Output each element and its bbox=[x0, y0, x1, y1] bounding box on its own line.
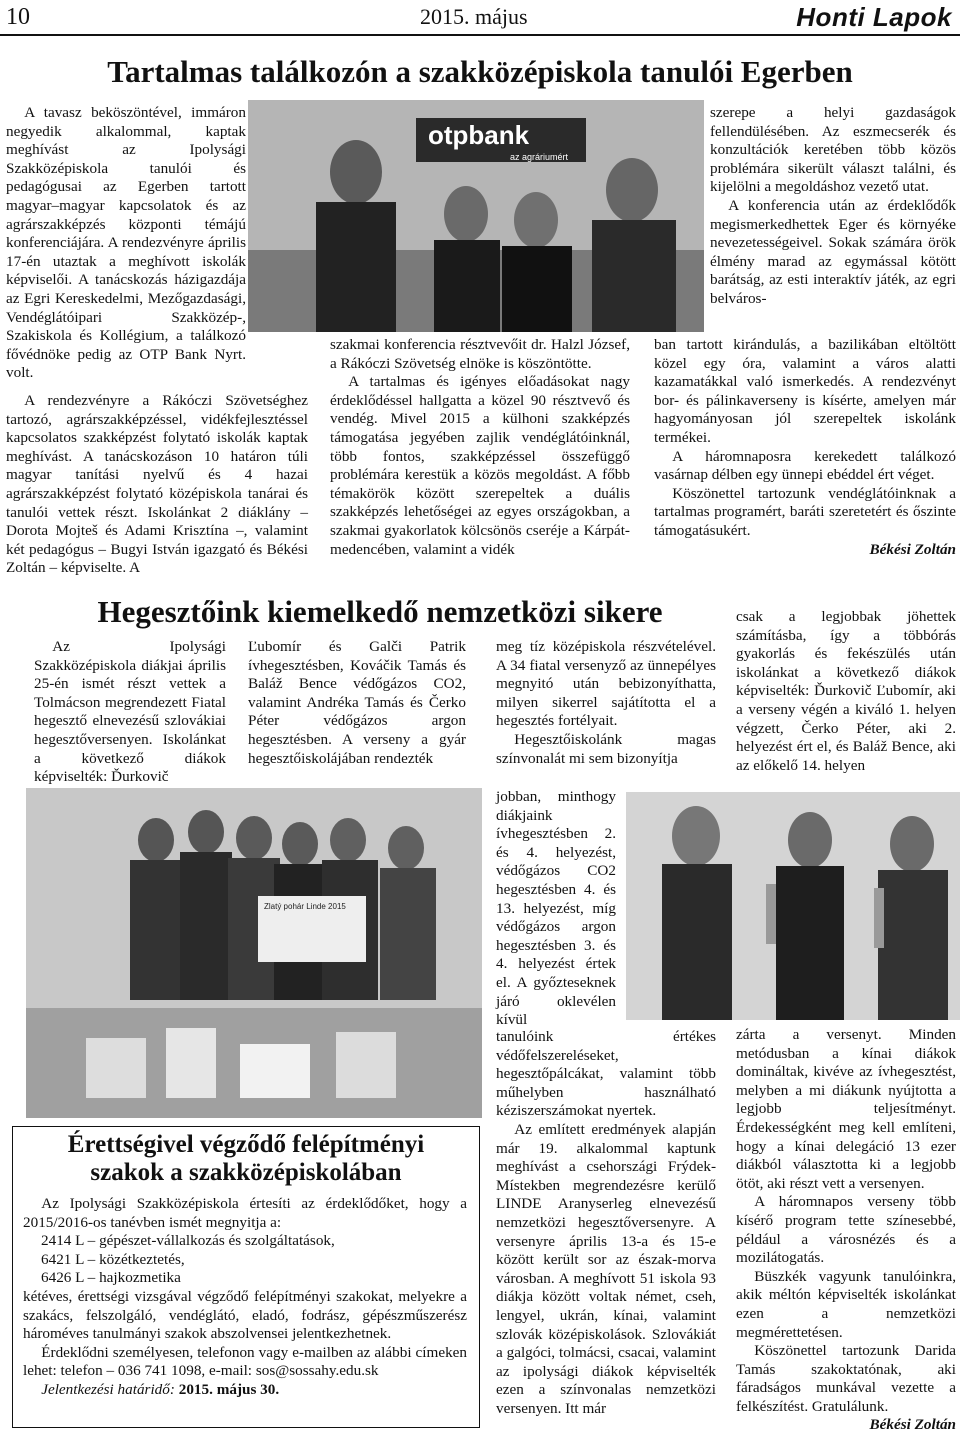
box-course-item: 6421 L – közétkeztetés, bbox=[41, 1250, 185, 1268]
article1-col3-para4: Köszönettel tartozunk vendéglátóinknak a tartalmas programért, baráti szeretetért és őszinte támogatásukért. bbox=[654, 484, 956, 539]
article2-col3-para3: Az említett eredmények alapján már 19. alkalommal kaptunk meghívást a csehországi Frýdek-Místekben megrendezésre kerülő LINDE Aranyserleg elnevezésű nemzetközi hegesztőversenyre. A versenyre április 13-a és 15-e között került sor az észak-morva városban. A meghívott 51 iskola 93 diákja között voltak német, cseh, lengyel, ukrán, kínai, valamint szlovák középiskolások. Szlovákiát a galgóci, tolmácsi, csacai, valamint az ipolysági diákok képviselték ezen a színvonalas nemzetközi versenyen. Itt már bbox=[496, 1120, 716, 1417]
box-contact: Érdeklődni személyesen, telefonon vagy e-mailben az alábbi címeken lehet: telefon – 036 741 1098, e-mail: sos@sossahy.edu.sk bbox=[23, 1343, 467, 1380]
article2-col4-top: csak a legjobbak jöhettek számításba, így a többórás gyakorlás és fekészülés után iskolánkat a következő diákok képviselték: Ďurkovič Ľubomír, aki a verseny végén a kiváló 1. helyen végzett, Čerko Péter, aki 2. helyezést ért el, és Baláž Bence, aki az előkelő 14. helyen bbox=[736, 608, 956, 774]
box-title-line2: szakok a szakközépiskolában bbox=[90, 1159, 402, 1186]
article1-col3-para2a: A konferencia után az érdeklődők megismerkedhettek Eger és környéke nevezetességeivel. Sokak számára örök élmény marad az egymással kötött barátság, az esti interaktív játék, az egri belváros- bbox=[710, 196, 956, 307]
box-deadline bbox=[23, 1381, 467, 1400]
article2-col4-para2: A háromnapos verseny több kísérő program tette színesebbé, például a városnézés és a mozilátogatás. bbox=[736, 1193, 956, 1267]
trophy-sign: Zlatý pohár Linde 2015 bbox=[264, 902, 346, 911]
article2-title: Hegesztőink kiemelkedő nemzetközi sikere bbox=[97, 594, 663, 629]
otp-bank-logo: otpbank bbox=[428, 120, 530, 150]
box-title bbox=[13, 1131, 479, 1187]
article1-col3-para3: A háromnaposra kerekedett találkozó vasárnap délben egy ünnepi ebéddel ért véget. bbox=[654, 447, 956, 484]
article1-col3-para2b: ban tartott kirándulás, a bazilikában eltöltött közel egy óra, valamint a város alatti kazamatákkal való ismerkedés. A rendezvényt bor- és pálinkaverseny is kísérte, amelyen már hagyományosan jól szerepeltek iskolánk termékei. bbox=[654, 336, 956, 446]
article1-col2-para2: A tartalmas és igényes előadásokat nagy érdeklődéssel hallgatta a közel 90 résztvevő és vendég. Mivel 2015 a külhoni szakképzés támogatása jegyében zajlik vendéglátóinknál, több fontos, szakképzéssel összefüggő problémára kerestük a közös megoldást. A főbb témakörök között szerepeltek a duális szakképzés lehetőségei az egyes országokban, a szakmai gyakorlatok kölcsönös cseréje a Kárpát-medencében, valamint a vidék bbox=[330, 373, 630, 558]
welding-team-photo bbox=[26, 788, 482, 1118]
article1-title: Tartalmas találkozón a szakközépiskola tanulói Egerben bbox=[107, 54, 853, 89]
article2-col2: Ľubomír és Galči Patrik ívhegesztésben, Kováčik Tamás és Baláž Bence védőgázos CO2, valamint Andréka Tamás és Čerko Péter védőgázos argon hegesztésben. A verseny a gyár hegesztőiskolájában rendezték bbox=[248, 638, 466, 767]
article2-col4-bottom: zárta a versenyt. Minden metódusban a kínai diákok domináltak, kivéve az ívhegesztést, melyben a mi diákunk nyújtotta a legjobb teljesítményt. Érdekességként meg kell említeni, hogy a kínai delegáció 13 ezer diákból választotta ki a legjobb ötöt, aki részt vett a versenyen. bbox=[736, 1026, 956, 1192]
box-course-item: 6426 L – hajkozmetika bbox=[41, 1269, 181, 1287]
box-course-item: 2414 L – gépészet-vállalkozás és szolgáltatások, bbox=[41, 1232, 335, 1250]
info-box bbox=[12, 1126, 480, 1428]
box-course-list bbox=[23, 1232, 467, 1288]
box-deadline-value: 2015. május 30. bbox=[178, 1380, 280, 1398]
winners-photo bbox=[626, 792, 960, 1020]
article2-col3-bottom: tanulóink értékes védőfelszereléseket, hegesztőpálcákat, valamint több műhelyben használható kéziszerszámokat nyertek. bbox=[496, 1028, 716, 1120]
issue-date: 2015. május bbox=[420, 4, 528, 29]
magazine-title: Honti Lapok bbox=[796, 2, 952, 32]
article1-signature: Békési Zoltán bbox=[869, 540, 956, 558]
box-intro: Az Ipolysági Szakközépiskola értesíti az érdeklődőket, hogy a 2015/2016-os tanévben ismét megnyitja a: bbox=[23, 1195, 467, 1231]
article1-col1-para2: A rendezvényre a Rákóczi Szövetséghez tartozó, agrárszakképzéssel, vidékfejlesztéssel kapcsolatos szakképzést folytató iskolák kaptak meghívást. A tanácskozáson 10 határon túli magyar tanítási nyelvű és 4 hazai agrárszakképzést folytató középiskola tanárai és tanulói vettek részt. Iskolánkat 2 diáklány – Dorota Mojteš és Adami Krisztína –, valamint két pedagógus – Bugyi István igazgató és Békési Zoltán – képviselte. A bbox=[6, 392, 308, 577]
article2-col4-para3: Büszkék vagyunk tanulóinkra, akik méltón képviselték iskolánkat ezen a nemzetközi megmérettetésen. bbox=[736, 1267, 956, 1341]
box-deadline-label: Jelentkezési határidő: bbox=[41, 1380, 175, 1398]
page-number: 10 bbox=[6, 4, 30, 30]
article2-col1: Az Ipolysági Szakközépiskola diákjai április 25-én ismét részt vettek a Tolmácson megrendezett Fiatal hegesztő elnevezésű szlovákiai hegesztőversenyen. Iskolánkat a következő diákok képviselték: Ďurkovič bbox=[34, 638, 226, 786]
article2-col4-para4: Köszönettel tartozunk Darida Tamás szakoktatónak, aki fáradságos munkával vezette a felkészítést. Gratulálunk. bbox=[736, 1342, 956, 1415]
article2-col3-top: meg tíz középiskola részvételével. A 34 fiatal versenyző az ünnepélyes megnyitó után bebizonyíthatta, milyen sikerrel sajátította el a hegesztés fortélyait. bbox=[496, 638, 716, 730]
otp-tagline: az agráriumért bbox=[510, 152, 569, 162]
box-title-line1: Érettségivel végződő felépítményi bbox=[67, 1131, 425, 1158]
article2-col3-narrow: jobban, minthogy diákjaink ívhegesztésben 2. és 4. helyezést, védőgázos CO2 hegesztésben 4. és 13. helyezést, míg védőgázos argon hegesztésben 3. és 4. helyezést értek el. A győzteseknek járó oklevélen kívül bbox=[496, 788, 616, 1029]
article1-col1-para1: A tavasz beköszöntével, immáron negyedik alkalommal, kaptak meghívást az Ipolysági Szakközépiskola tanulói és pedagógusai az Egerben tartott magyar–magyar kapcsolatok és az agrárszakképzés központi témájú konferenciájára. A rendezvényre április 17-én utaztak a meghívott iskolák képviselői. A tanácskozás házigazdája az Egri Kereskedelmi, Mezőgazdasági, Vendéglátóipari Szakközép-, Szakiskola és Kollégium, a találkozó fővédnöke pedig az OTP Bank Nyrt. volt. bbox=[6, 104, 246, 382]
article1-col2-para1: szakmai konferencia résztvevőit dr. Halzl József, a Rákóczi Szövetség elnöke is köszöntötte. bbox=[330, 336, 630, 372]
box-body: kétéves, érettségi vizsgával végződő felépítményi szakokat, melyekre a szakács, felszolgáló, vendéglátó, eladó, fodrász, gépészműszerész hároméves tanulmányi szakok abszolvensei jelentkezhetnek. bbox=[23, 1287, 467, 1343]
article2-signature: Békési Zoltán bbox=[869, 1416, 956, 1434]
article1-col3-para1: szerepe a helyi gazdaságok fellendülésében. Az eszmecserék és konzultációk keretében több közös problémára sikerült választ találni, és kijelölni a megoldáshoz vezető utat. bbox=[710, 104, 956, 196]
conference-photo bbox=[248, 100, 704, 332]
header-rule bbox=[0, 34, 960, 36]
article2-col3-mid: Hegesztőiskolánk magas színvonalát mi sem bizonyítja bbox=[496, 730, 716, 767]
